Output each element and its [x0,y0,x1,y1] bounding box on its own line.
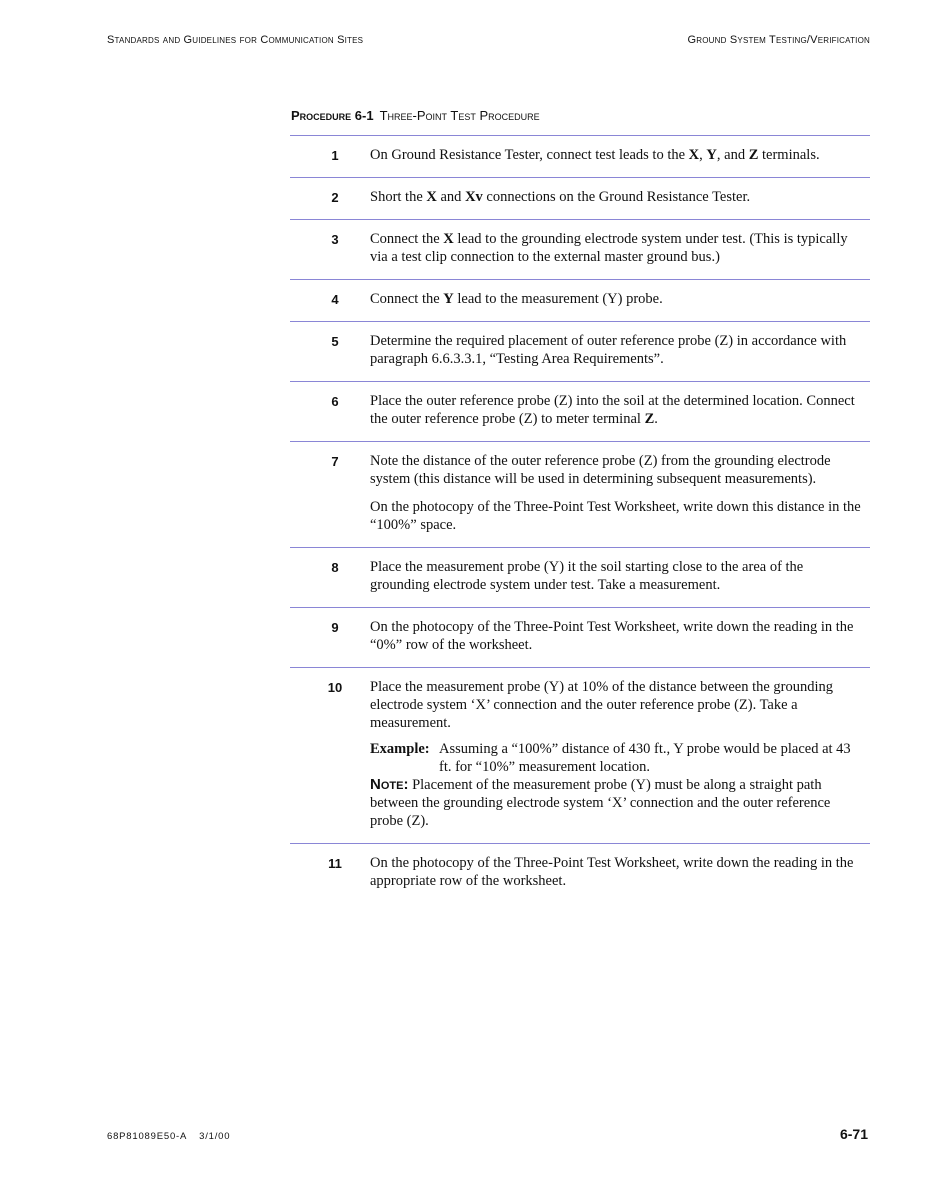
step-row-3 [290,220,870,280]
step-text: On the photocopy of the Three-Point Test Worksheet, write down the reading in the appropriate row of the worksheet. [370,855,854,889]
example-label: Example: [370,741,430,757]
footer-doc-id: 68P81089E50-A [107,1131,188,1142]
running-header-right: Ground System Testing/Verification [687,34,870,46]
step-row-10 [290,668,870,844]
step-text: Place the outer reference probe (Z) into the soil at the determined location. Connect the outer reference probe (Z) to meter terminal Z. [370,393,855,427]
step-number: 6 [331,394,339,409]
step-text: On the photocopy of the Three-Point Test Worksheet, write down the reading in the “0%” row of the worksheet. [370,619,854,653]
footer-date: 3/1/00 [199,1131,231,1142]
step-number: 8 [331,560,339,575]
step-text: Place the measurement probe (Y) at 10% of the distance between the grounding electrode system ‘X’ connection and the outer reference probe (Z). Take a measurement. Example: Assuming a “100%” distance of 430 ft., Y probe would be placed at 43 ft. for “10%” measurement location. Note: Placement of the measurement probe (Y) must be along a straight path between the grounding electrode system ‘X’ connection and the outer reference probe (Z). [370,678,870,830]
step-row-2 [290,178,870,220]
step-text: Note the distance of the outer reference probe (Z) from the grounding electrode system (this distance will be used in determining subsequent measurements). On the photocopy of the Three-Point Test Worksheet, write down this distance in the “100%” space. [370,453,861,533]
step-row-9 [290,608,870,668]
step-number: 3 [331,232,339,247]
procedure-steps-table [290,135,870,903]
step-text: Connect the Y lead to the measurement (Y) probe. [370,291,663,307]
example-text: Assuming a “100%” distance of 430 ft., Y probe would be placed at 43 ft. for “10%” measurement location. [439,741,851,775]
example-block [370,740,864,776]
step-row-8 [290,548,870,608]
running-header-left: Standards and Guidelines for Communication Sites [107,34,364,46]
step-text: Short the X and Xv connections on the Ground Resistance Tester. [370,189,751,205]
step-text: Connect the X lead to the grounding electrode system under test. (This is typically via a test clip connection to the external master ground bus.) [370,231,848,265]
step-number: 11 [328,856,342,871]
note-label: Note: [370,776,409,793]
step-number: 2 [331,190,339,205]
step-row-7 [290,442,870,548]
step-text: Determine the required placement of outer reference probe (Z) in accordance with paragraph 6.6.3.3.1, “Testing Area Requirements”. [370,333,847,367]
step-row-11 [290,844,870,903]
note-block [370,776,864,830]
step-row-4 [290,280,870,322]
step-row-6 [290,382,870,442]
step-number: 10 [327,680,343,695]
procedure-number: Procedure 6-1 [291,108,374,123]
step-row-1 [290,136,870,178]
step-number: 1 [331,148,339,163]
page-number: 6-71 [839,1126,868,1142]
procedure-name: Three-Point Test Procedure [379,108,540,123]
procedure-title [291,108,540,123]
step-number: 9 [331,620,339,635]
note-text: Placement of the measurement probe (Y) must be along a straight path between the grounding electrode system ‘X’ connection and the outer reference probe (Z). [370,777,831,829]
step-text: On Ground Resistance Tester, connect test leads to the X, Y, and Z terminals. [370,147,820,163]
step-text: Place the measurement probe (Y) it the soil starting close to the area of the grounding electrode system under test. Take a measurement. [370,559,804,593]
footer-doc-info [107,1131,230,1142]
step-number: 7 [331,454,339,469]
step-row-5 [290,322,870,382]
step-number: 4 [331,292,339,307]
step-number: 5 [331,334,339,349]
